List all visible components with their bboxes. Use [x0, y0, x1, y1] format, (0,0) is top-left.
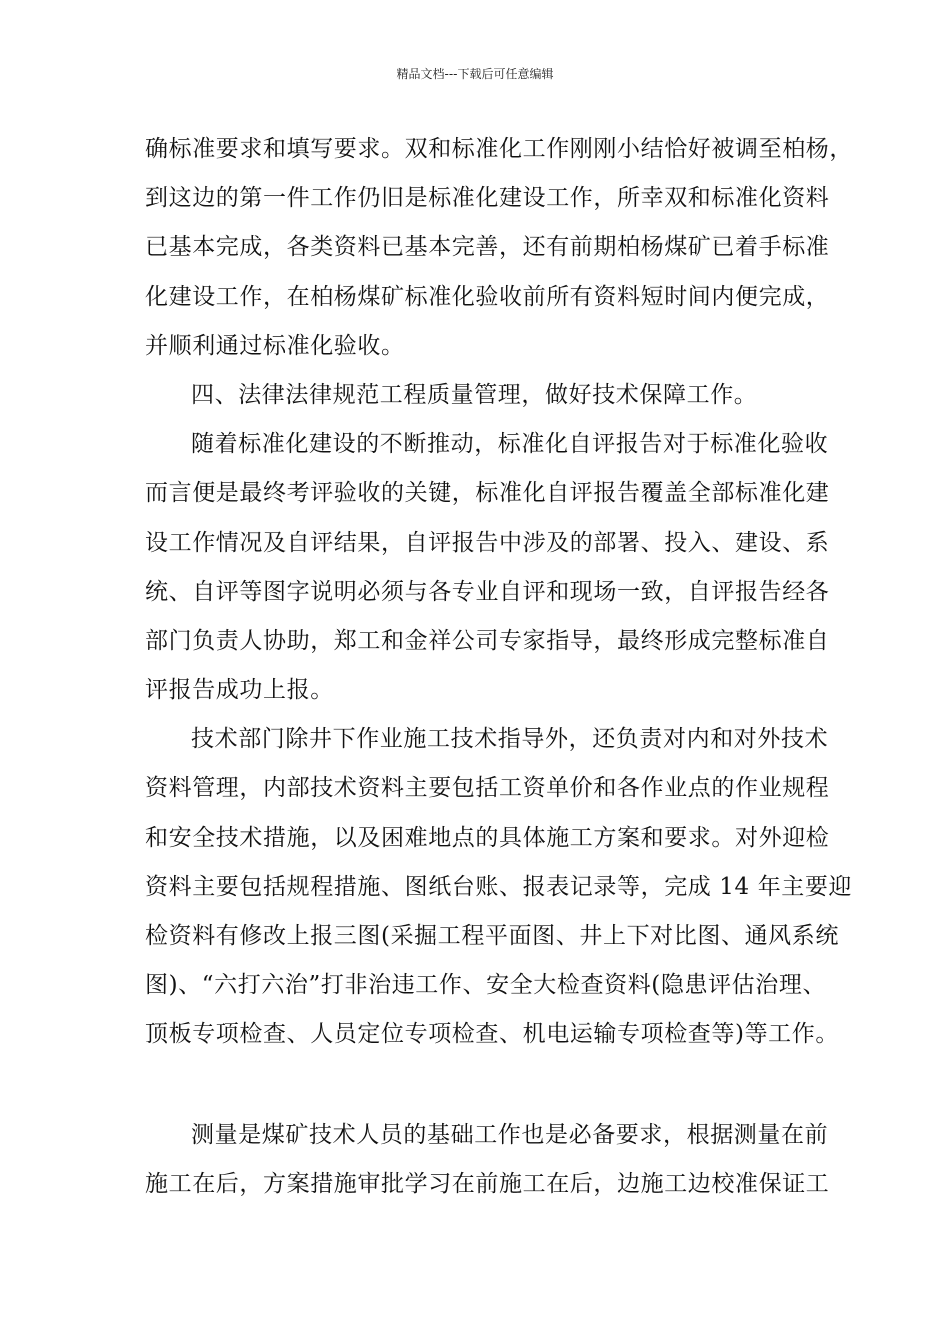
text-line: 四、法律法律规范工程质量管理，做好技术保障工作。	[191, 381, 758, 408]
paragraph-1	[145, 129, 853, 375]
paragraph-2	[145, 424, 830, 719]
section-heading	[145, 375, 825, 424]
text-line: 施工在后，方案措施审批学习在前施工在后，边施工边校准保证工	[145, 1170, 830, 1197]
text-line: 资料主要包括规程措施、图纸台账、报表记录等，完成 14 年主要迎	[145, 873, 853, 900]
text-line: 已基本完成，各类资料已基本完善，还有前期柏杨煤矿已着手标准	[145, 234, 830, 261]
paragraph-4	[145, 1115, 830, 1213]
paragraph-gap	[145, 1064, 825, 1115]
text-line: 部门负责人协助，郑工和金祥公司专家指导，最终形成完整标准自	[145, 627, 830, 654]
text-line: 化建设工作，在柏杨煤矿标准化验收前所有资料短时间内便完成，	[145, 283, 830, 310]
text-line: 而言便是最终考评验收的关键，标准化自评报告覆盖全部标准化建	[145, 480, 830, 507]
page-header: 精品文档---下载后可任意编辑	[396, 67, 554, 81]
text-line: 设工作情况及自评结果，自评报告中涉及的部署、投入、建设、系	[145, 529, 830, 556]
text-line: 测量是煤矿技术人员的基础工作也是必备要求，根据测量在前	[191, 1121, 829, 1148]
text-line: 到这边的第一件工作仍旧是标准化建设工作，所幸双和标准化资料	[145, 185, 830, 212]
text-line: 随着标准化建设的不断推动，标准化自评报告对于标准化验收	[191, 431, 829, 458]
text-line: 顶板专项检查、人员定位专项检查、机电运输专项检查等)等工作。	[145, 1021, 839, 1048]
text-line: 图)、“六打六治”打非治违工作、安全大检查资料(隐患评估治理、	[145, 972, 827, 999]
text-line: 评报告成功上报。	[145, 677, 334, 704]
text-line: 技术部门除井下作业施工技术指导外，还负责对内和对外技术	[191, 726, 829, 753]
text-line: 统、自评等图字说明必须与各专业自评和现场一致，自评报告经各	[145, 578, 830, 605]
text-line: 确标准要求和填写要求。双和标准化工作刚刚小结恰好被调至柏杨，	[145, 136, 853, 162]
text-line: 并顺利通过标准化验收。	[145, 332, 405, 359]
text-line: 和安全技术措施，以及困难地点的具体施工方案和要求。对外迎检	[145, 824, 830, 851]
text-line: 检资料有修改上报三图(采掘工程平面图、井上下对比图、通风系统	[145, 923, 839, 949]
document-body	[145, 129, 853, 1213]
text-line: 资料管理，内部技术资料主要包括工资单价和各作业点的作业规程	[145, 775, 830, 802]
paragraph-3	[145, 719, 853, 1063]
